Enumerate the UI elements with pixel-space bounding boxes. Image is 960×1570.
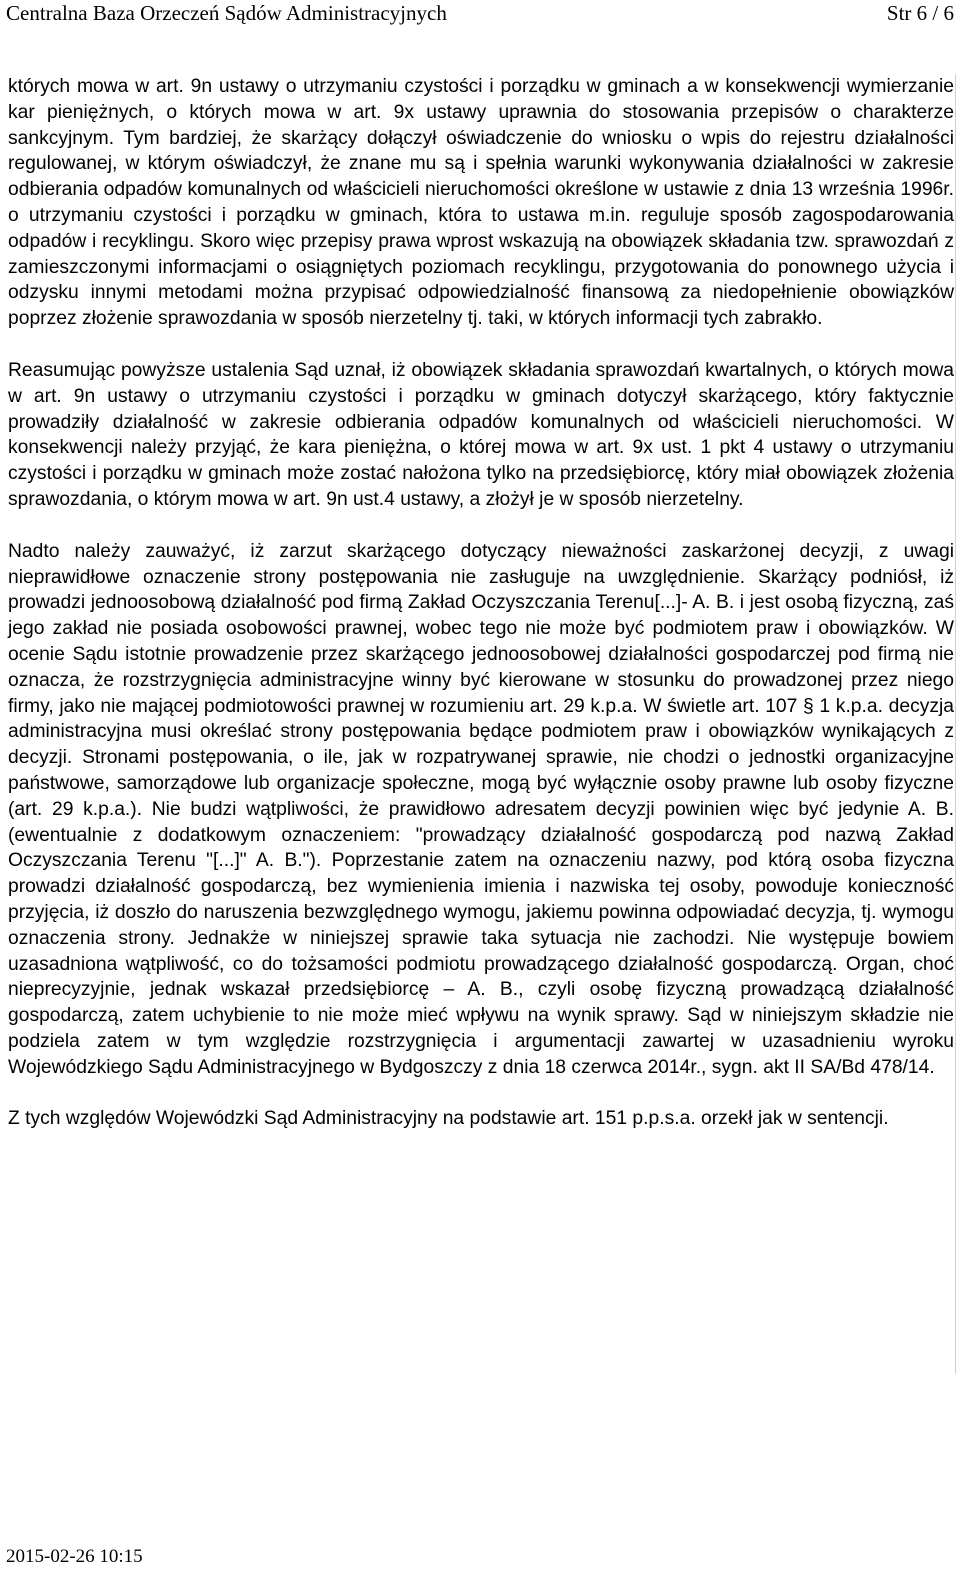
paragraph-2: Reasumując powyższe ustalenia Sąd uznał, iż obowiązek składania sprawozdań kwartalnych, o których mowa w art. 9n ustawy o utrzymaniu czystości i porządku w gminach dotyczył skarżącego, który faktycznie prowadziły działalność w zakresie odbierania odpadów komunalnych od właścicieli nieruchomości. W konsekwencji należy przyjąć, że kara pieniężna, o której mowa w art. 9x ust. 1 pkt 4 ustawy o utrzymaniu czystości i porządku w gminach może zostać nałożona tylko na przedsiębiorcę, który miał obowiązek złożenia sprawozdania, o którym mowa w art. 9n ust.4 ustawy, a złożył je w sposób nierzetelny. — [8, 359, 954, 510]
paragraph-3: Nadto należy zauważyć, iż zarzut skarżącego dotyczący nieważności zaskarżonej decyzji, z uwagi nieprawidłowe oznaczenie strony postępowania nie zasługuje na uwzględnienie. Skarżący podniósł, iż prowadzi jednoosobową działalność pod firmą Zakład Oczyszczania Terenu[...]- A. B. i jest osobą fizyczną, zaś jego zakład nie posiada osobowości prawnej, wobec tego nie może być podmiotem praw i obowiązków. W ocenie Sądu istotnie prowadzenie przez skarżącego jednoosobowej działalności gospodarczej pod firmą nie oznacza, że rozstrzygnięcia administracyjne winny być kierowane w stosunku do prowadzonej przez niego firmy, jako nie mającej podmiotowości prawnej w rozumieniu art. 29 k.p.a. W świetle art. 107 § 1 k.p.a. decyzja administracyjna musi określać strony postępowania będące podmiotem praw i obowiązków wynikających z decyzji. Stronami postępowania, o ile, jak w rozpatrywanej sprawie, nie chodzi o jednostki organizacyjne państwowe, samorządowe lub organizacje społeczne, mogą być wyłącznie osoby prawne lub osoby fizyczne (art. 29 k.p.a.). Nie budzi wątpliwości, że prawidłowo adresatem decyzji powinien więc być jedynie A. B. (ewentualnie z dodatkowym oznaczeniem: "prowadzący działalność gospodarczą pod nazwą Zakład Oczyszczania Terenu "[...]" A. B."). Poprzestanie zatem na oznaczeniu nazwy, pod którą osoba fizyczna prowadzi działalność gospodarczą, bez wymienienia imienia i nazwiska tej osoby, powoduje konieczność przyjęcia, iż doszło do naruszenia bezwzględnego wymogu, jakiemu powinna odpowiadać decyzja, tj. wymogu oznaczenia strony. Jednakże w niniejszej sprawie taka sytuacja nie zachodzi. Nie występuje bowiem uzasadniona wątpliwość, co do tożsamości podmiotu prowadzącego działalność gospodarczą. Organ, choć nieprecyzyjnie, jednak wskazał przedsiębiorcę – A. B., czyli osobę fizyczną prowadzącą działalność gospodarczą, zatem uchybienie to nie może mieć wpływu na wynik sprawy. Sąd w niniejszym składzie nie podziela zatem w tym względzie rozstrzygnięcia i argumentacji zawartej w uzasadnieniu wyroku Wojewódzkiego Sądu Administracyjnego w Bydgoszczy z dnia 18 czerwca 2014r., sygn. akt II SA/Bd 478/14. — [8, 540, 954, 1078]
page-header — [0, 0, 960, 30]
print-timestamp: 2015-02-26 10:15 — [6, 1546, 143, 1567]
paragraph-1: których mowa w art. 9n ustawy o utrzymaniu czystości i porządku w gminach a w konsekwencji wymierzanie kar pieniężnych, o których mowa w art. 9x ustawy uprawnia do stosowania przepisów o charakterze sankcyjnym. Tym bardziej, że skarżący dołączył oświadczenie do wniosku o wpis do rejestru działalności regulowanej, w którym oświadczył, że znane mu są i spełnia warunki wykonywania działalności w zakresie odbierania odpadów komunalnych od właścicieli nieruchomości określone w ustawie z dnia 13 września 1996r. o utrzymaniu czystości i porządku w gminach, która to ustawa m.in. reguluje sposób zagospodarowania odpadów i recyklingu. Skoro więc przepisy prawa wprost wskazują na obowiązek składania tzw. sprawozdań z zamieszczonymi informacjami o osiągniętych poziomach recyklingu, przygotowania do ponownego użycia i odzysku innymi metodami można przypisać odpowiedzialność finansową za niedopełnienie obowiązków poprzez złożenie sprawozdania w sposób nierzetelny tj. taki, w których informacji tych zabrakło. — [8, 76, 954, 330]
header-title: Centralna Baza Orzeczeń Sądów Administracyjnych — [6, 1, 447, 25]
margin-rule — [955, 74, 956, 1374]
page-number: Str 6 / 6 — [886, 1, 954, 25]
paragraph-4: Z tych względów Wojewódzki Sąd Administracyjny na podstawie art. 151 p.p.s.a. orzekł jak w sentencji. — [8, 1108, 889, 1130]
document-body — [8, 74, 954, 1132]
